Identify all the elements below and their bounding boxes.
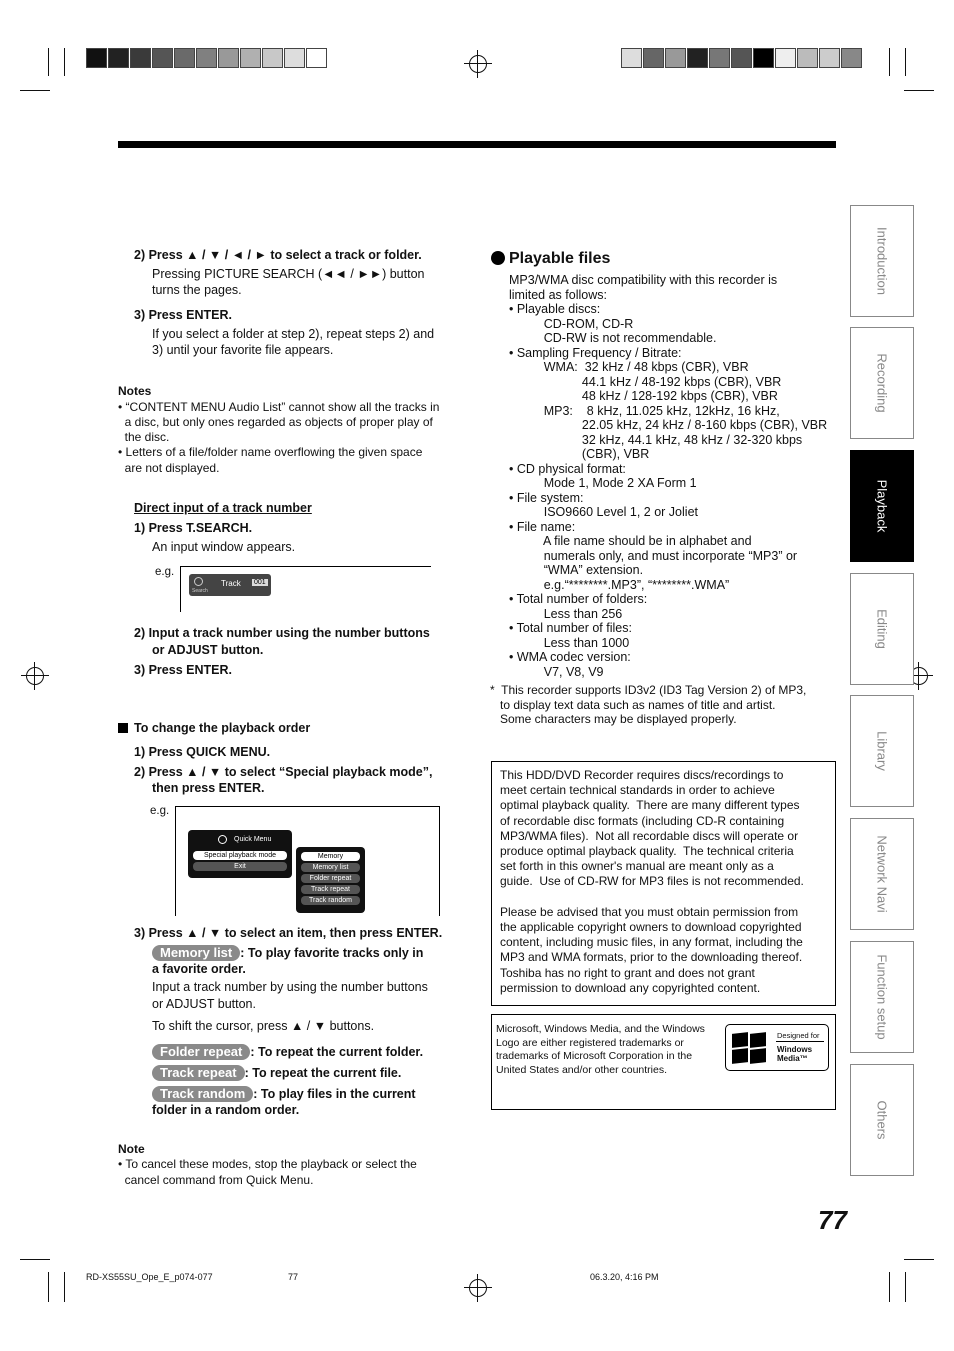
submenu-item: Track repeat xyxy=(301,885,360,894)
note-title: Note xyxy=(118,1142,145,1156)
text-line: content, including music files, in any format, including the xyxy=(500,935,803,950)
logo-media: Media™ xyxy=(777,1054,808,1063)
text-line: (CBR), VBR xyxy=(509,447,650,461)
order-step2: 2) Press ▲ / ▼ to select “Special playback mode”, xyxy=(134,765,433,779)
copyright-notice-box xyxy=(491,761,836,1006)
eg-label: e.g. xyxy=(155,566,175,578)
memory-list-row xyxy=(152,945,423,961)
text-line: guide. Use of CD-RW for MP3 files is not recommended. xyxy=(500,874,804,889)
playable-files-heading: Playable files xyxy=(509,250,611,267)
step2-body: Pressing PICTURE SEARCH (◄◄ / ►►) button xyxy=(152,267,425,281)
step3-title: 3) Press ENTER. xyxy=(134,308,232,322)
memory-body: or ADJUST button. xyxy=(152,997,256,1011)
text-line: meet certain technical standards in order to achieve xyxy=(500,783,775,798)
windows-flag-icon xyxy=(732,1033,768,1065)
step3-body: If you select a folder at step 2), repeat steps 2) and xyxy=(152,327,435,341)
step2-body: turns the pages. xyxy=(152,283,242,297)
submenu-item: Track random xyxy=(301,896,360,905)
track-random-row xyxy=(152,1086,416,1102)
text-line: • CD physical format: xyxy=(509,461,626,476)
footer-page: 77 xyxy=(288,1272,299,1282)
track-random-desc: : To play files in the current xyxy=(253,1087,416,1101)
tab-recording[interactable] xyxy=(850,327,914,439)
text-line: 22.05 kHz, 24 kHz / 8-160 kbps (CBR), VBR xyxy=(509,418,828,432)
quick-menu-item: Exit xyxy=(193,862,287,871)
osd-track-label: Track xyxy=(221,579,241,588)
quick-menu-title: Quick Menu xyxy=(234,836,272,843)
note-line: the disc. xyxy=(118,430,170,444)
text-line: “WMA” extension. xyxy=(509,563,644,577)
track-input-osd xyxy=(180,566,431,612)
text-line: ISO9660 Level 1, 2 or Joliet xyxy=(509,505,698,519)
text-line: numerals only, and must incorporate “MP3” or xyxy=(509,548,798,563)
folder-repeat-label: Folder repeat xyxy=(152,1044,250,1060)
quick-menu-panel xyxy=(188,830,292,878)
registration-mark-left xyxy=(26,667,44,685)
direct-step2: or ADJUST button. xyxy=(152,643,264,657)
trademark-box xyxy=(491,1014,836,1110)
tab-label: Function setup xyxy=(874,954,890,1040)
text-line: • Total number of folders: xyxy=(509,592,648,606)
tab-network-navi[interactable] xyxy=(850,818,914,930)
text-line: • File name: xyxy=(509,519,576,534)
tab-library[interactable] xyxy=(850,695,914,807)
notes-title: Notes xyxy=(118,384,152,398)
footer-file: RD-XS55SU_Ope_E_p074-077 xyxy=(86,1272,213,1282)
track-random-label: Track random xyxy=(152,1086,253,1102)
special-playback-submenu xyxy=(296,847,365,913)
registration-mark-bottom xyxy=(469,1279,487,1297)
text-line: Microsoft, Windows Media, and the Windows xyxy=(496,1023,705,1035)
text-line: Less than 256 xyxy=(509,606,623,621)
text-line: to display text data such as names of title and artist. xyxy=(490,697,776,712)
submenu-item: Folder repeat xyxy=(301,874,360,883)
text-line: • Sampling Frequency / Bitrate: xyxy=(509,345,682,360)
tab-label: Library xyxy=(874,731,890,771)
order-step2: then press ENTER. xyxy=(152,781,265,795)
note-line: a disc, but only ones regarded as objects of proper play of xyxy=(118,415,433,429)
direct-step2: 2) Input a track number using the number buttons xyxy=(134,626,430,640)
submenu-item: Memory list xyxy=(301,863,360,872)
tab-label: Network Navi xyxy=(874,835,890,913)
text-line: 48 kHz / 128-192 kbps (CBR), VBR xyxy=(509,389,778,403)
track-random-desc: folder in a random order. xyxy=(152,1103,300,1117)
text-line: WMA: 32 kHz / 48 kbps (CBR), VBR xyxy=(509,360,749,374)
text-line: * This recorder supports ID3v2 (ID3 Tag Version 2) of MP3, xyxy=(490,683,807,697)
text-line: • Total number of files: xyxy=(509,621,632,635)
memory-body: To shift the cursor, press ▲ / ▼ buttons. xyxy=(152,1019,375,1033)
text-line: optimal playback quality. There are many different types xyxy=(500,798,800,813)
memory-body: Input a track number by using the number buttons xyxy=(152,980,428,994)
quick-menu-item: Special playback mode xyxy=(193,851,287,860)
text-line: Mode 1, Mode 2 XA Form 1 xyxy=(509,476,697,490)
text-line: Please be advised that you must obtain permission from xyxy=(500,904,799,919)
submenu-item: Memory xyxy=(301,852,360,861)
note-line: • Letters of a file/folder name overflowing the given space xyxy=(118,445,423,459)
text-line: Toshiba has no right to grant and does not grant xyxy=(500,965,755,980)
note-line: • “CONTENT MENU Audio List” cannot show all the tracks in xyxy=(118,400,440,414)
text-line: MP3: 8 kHz, 11.025 kHz, 12kHz, 16 kHz, xyxy=(509,403,780,418)
registration-mark-top xyxy=(469,55,487,73)
text-line: MP3/WMA files). Not all recordable discs will operate or xyxy=(500,828,799,843)
folder-repeat-desc: : To repeat the current folder. xyxy=(250,1045,424,1059)
track-repeat-row xyxy=(152,1065,401,1081)
text-line: • WMA codec version: xyxy=(509,650,631,664)
tab-function-setup[interactable] xyxy=(850,941,914,1053)
text-line: 44.1 kHz / 48-192 kbps (CBR), VBR xyxy=(509,374,782,389)
direct-step3: 3) Press ENTER. xyxy=(134,663,232,677)
footer-date: 06.3.20, 4:16 PM xyxy=(590,1272,659,1282)
note-line: cancel command from Quick Menu. xyxy=(118,1173,314,1187)
text-line: United States and/or other countries. xyxy=(496,1063,668,1076)
tab-editing[interactable] xyxy=(850,573,914,685)
text-line: permission to download any copyrighted content. xyxy=(500,980,761,995)
text-line: CD-ROM, CD-R xyxy=(509,316,634,331)
tab-introduction[interactable] xyxy=(850,205,914,317)
text-line: This HDD/DVD Recorder requires discs/recordings to xyxy=(500,768,784,782)
windows-media-logo xyxy=(725,1024,829,1071)
direct-step1-body: An input window appears. xyxy=(152,540,296,554)
page-number: 77 xyxy=(818,1205,847,1235)
text-line: limited as follows: xyxy=(509,287,607,302)
quick-menu-icon xyxy=(218,835,227,844)
direct-step1: 1) Press T.SEARCH. xyxy=(134,521,253,535)
text-line: MP3 and WMA formats, prior to the downloading thereof. xyxy=(500,950,803,965)
tab-label: Recording xyxy=(874,353,890,413)
osd-track-value: 001 xyxy=(254,579,266,586)
text-line: CD-RW is not recommendable. xyxy=(509,331,717,345)
text-line: MP3/WMA disc compatibility with this recorder is xyxy=(509,273,778,287)
memory-list-desc: a favorite order. xyxy=(152,962,246,976)
note-line: are not displayed. xyxy=(118,461,220,475)
text-line: 32 kHz, 44.1 kHz, 48 kHz / 32-320 kbps xyxy=(509,432,803,447)
text-line: Logo are either registered trademarks or xyxy=(496,1036,684,1049)
eg-label: e.g. xyxy=(150,805,170,817)
text-line: • File system: xyxy=(509,490,584,505)
tab-label: Editing xyxy=(874,609,890,649)
text-line: Some characters may be displayed properly. xyxy=(490,712,737,726)
text-line: Less than 1000 xyxy=(509,635,630,650)
tab-label: Playback xyxy=(874,479,890,533)
text-line: • Playable discs: xyxy=(509,302,601,316)
search-icon xyxy=(194,577,203,586)
text-line: produce optimal playback quality. The technical criteria xyxy=(500,844,794,858)
header-rule xyxy=(118,141,836,148)
square-bullet-icon xyxy=(118,723,128,733)
text-line: A file name should be in alphabet and xyxy=(509,534,752,548)
direct-input-heading: Direct input of a track number xyxy=(134,501,312,515)
tab-label: Introduction xyxy=(874,227,890,295)
memory-list-desc: : To play favorite tracks only in xyxy=(240,946,424,960)
text-line: set forth in this owner's manual are meant only as a xyxy=(500,859,774,874)
track-repeat-desc: : To repeat the current file. xyxy=(244,1066,402,1080)
circle-bullet-icon xyxy=(491,251,505,265)
tab-playback[interactable] xyxy=(850,450,914,562)
note-line: • To cancel these modes, stop the playback or select the xyxy=(118,1157,417,1171)
text-line: of recordable disc formats (including CD-R containing xyxy=(500,813,785,828)
playback-order-heading: To change the playback order xyxy=(134,721,311,735)
memory-list-label: Memory list xyxy=(152,945,240,961)
text-line: the applicable copyright owners to download copyrighted xyxy=(500,920,802,934)
text-line: e.g.“********.MP3”, “********.WMA” xyxy=(509,577,730,592)
step3-body: 3) until your favorite file appears. xyxy=(152,343,334,357)
text-line: trademarks of Microsoft Corporation in the xyxy=(496,1050,693,1062)
order-step3: 3) Press ▲ / ▼ to select an item, then press ENTER. xyxy=(134,926,443,940)
tab-label: Others xyxy=(874,1100,890,1140)
order-step1: 1) Press QUICK MENU. xyxy=(134,745,271,759)
text-line: V7, V8, V9 xyxy=(509,664,604,679)
logo-windows: Windows xyxy=(777,1045,813,1054)
folder-repeat-row xyxy=(152,1044,423,1060)
logo-designed-for: Designed for xyxy=(777,1031,820,1040)
quick-menu-osd xyxy=(175,806,440,916)
osd-search-label: Search xyxy=(192,588,208,594)
track-repeat-label: Track repeat xyxy=(152,1065,245,1081)
step2-title: 2) Press ▲ / ▼ / ◄ / ► to select a track or folder. xyxy=(134,248,422,262)
tab-others[interactable] xyxy=(850,1064,914,1176)
